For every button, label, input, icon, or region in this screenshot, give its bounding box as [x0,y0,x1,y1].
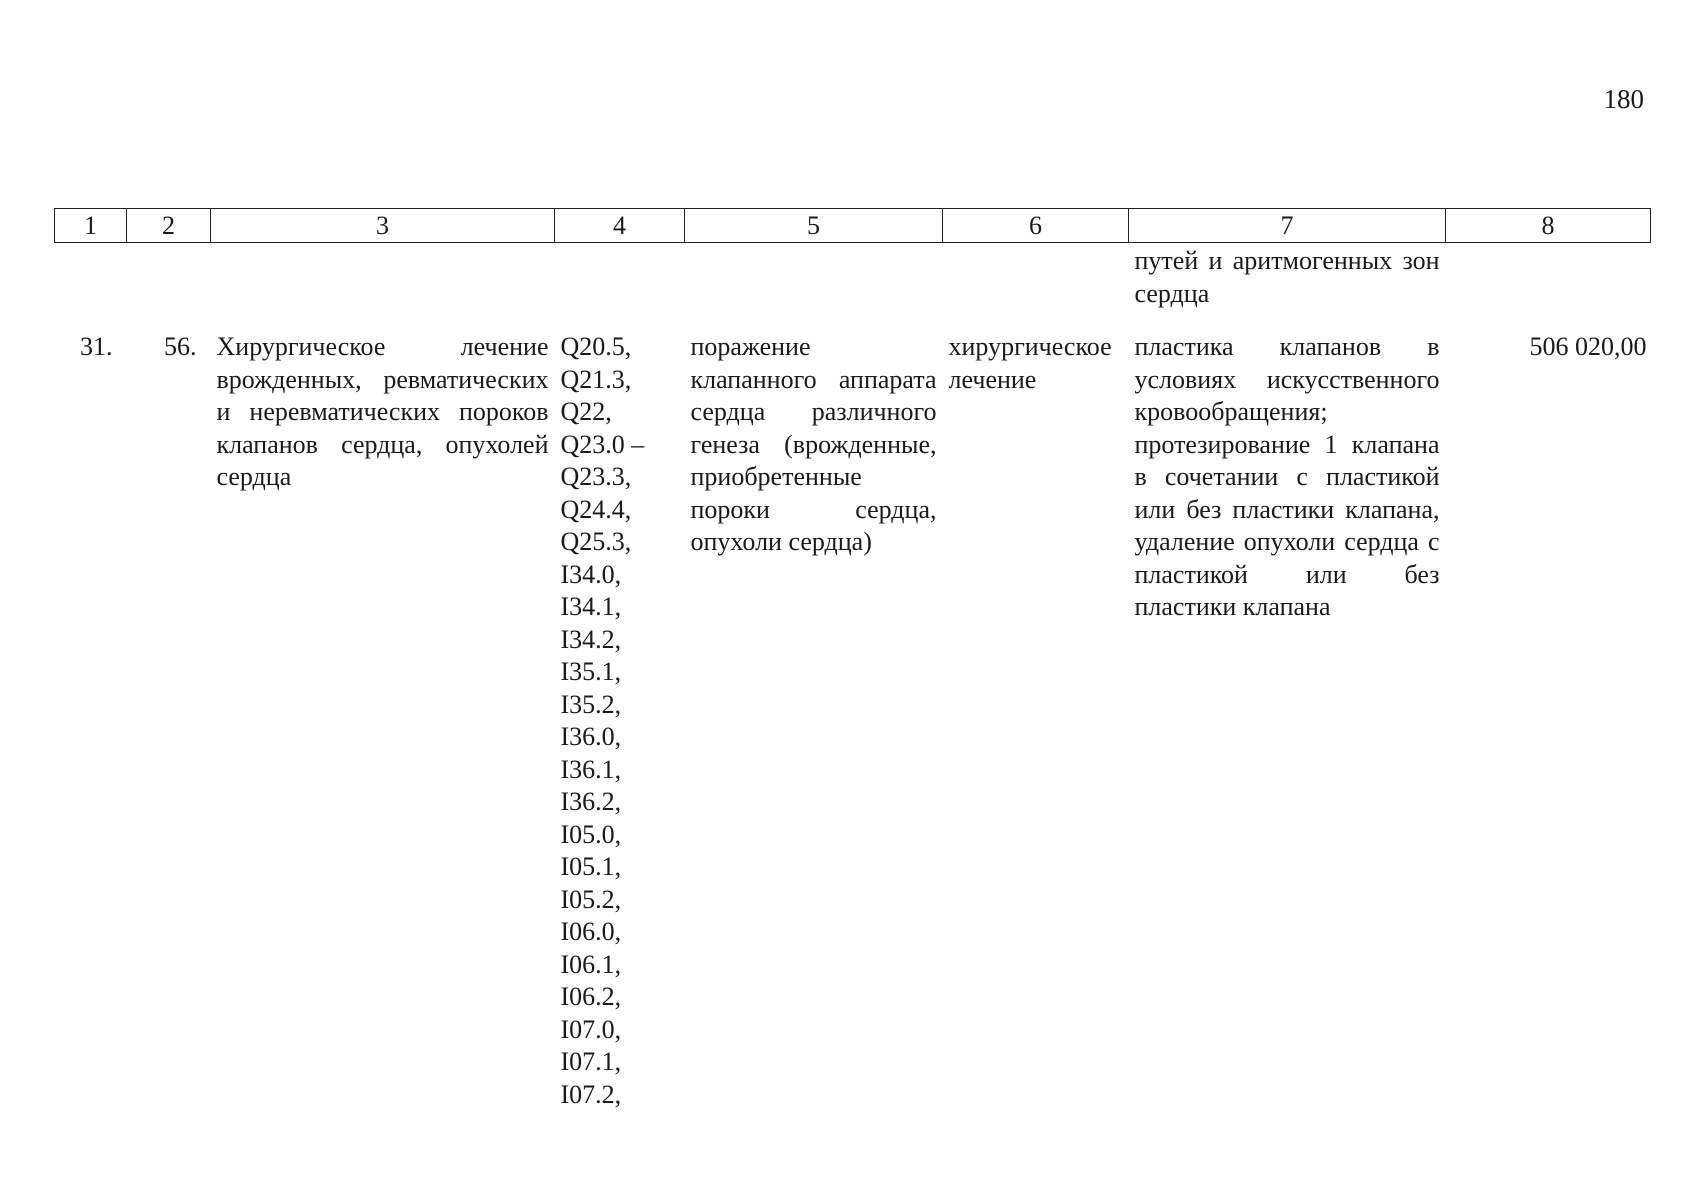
icd-code: Q25.3, [560,527,632,556]
column-header-7: 7 [1129,209,1446,243]
table-row [55,331,1651,1111]
row-number: 31. [80,332,113,361]
icd-code: Q23.0 – [560,429,645,459]
icd-code: Q21.3, [560,364,632,394]
icd-code-list [561,331,679,1111]
continuation-row [55,243,1651,332]
patient-model-cell: поражение клапанного аппарата сердца различного генеза (врожденные, приобретенные пороки сердца, опухоли сердца) [690,332,937,556]
icd-code: Q24.4, [560,494,632,524]
icd-code: I05.2, [560,884,622,914]
icd-code: I06.0, [560,917,622,946]
icd-code: I05.0, [560,819,622,849]
icd-code: I36.1, [560,754,622,784]
icd-code: I06.1, [560,949,622,979]
icd-code: Q20.5, [560,332,632,361]
column-header-4: 4 [555,209,685,243]
column-header-3: 3 [211,209,555,243]
vmp-group-number: 56. [164,332,197,361]
icd-code: I05.1, [560,852,622,881]
icd-code: I07.2, [560,1079,622,1109]
column-header-5: 5 [685,209,943,243]
column-header-2: 2 [127,209,211,243]
treatment-type-cell: хирургическое лечение [948,332,1112,394]
icd-code: I34.2, [560,624,622,654]
column-header-8: 8 [1446,209,1651,243]
icd-code: I07.0, [560,1014,622,1044]
column-header-6: 6 [943,209,1129,243]
column-header-1: 1 [55,209,127,243]
icd-code: I34.1, [560,592,622,621]
icd-code: I06.2, [560,982,622,1011]
column-number-header-row [55,209,1651,243]
treatment-method-cell: пластика клапанов в условиях искусственного кровообращения; протезирование 1 клапана в сочетании с пластикой или без пластики клапана, удаление опухоли сердца с пластикой или без пластики клапана [1134,332,1440,621]
icd-code: I36.0, [560,722,622,751]
icd-code: I34.0, [560,559,622,589]
page-number: 180 [1603,84,1644,114]
cost-cell: 506 020,00 [1529,332,1647,361]
icd-code: I35.1, [560,657,622,686]
icd-code: Q23.3, [560,462,632,491]
icd-code: I35.2, [560,689,622,719]
continuation-method-text: путей и аритмогенных зон сердца [1134,246,1440,308]
procedures-table [54,208,1651,1111]
vmp-name-cell: Хирургическое лечение врожденных, ревматических и неревматических пороков клапанов сердца, опухолей сердца [216,332,549,491]
icd-codes-cell [555,331,685,1111]
icd-code: I36.2, [560,787,622,816]
icd-code: I07.1, [560,1047,622,1076]
icd-code: Q22, [560,397,612,426]
